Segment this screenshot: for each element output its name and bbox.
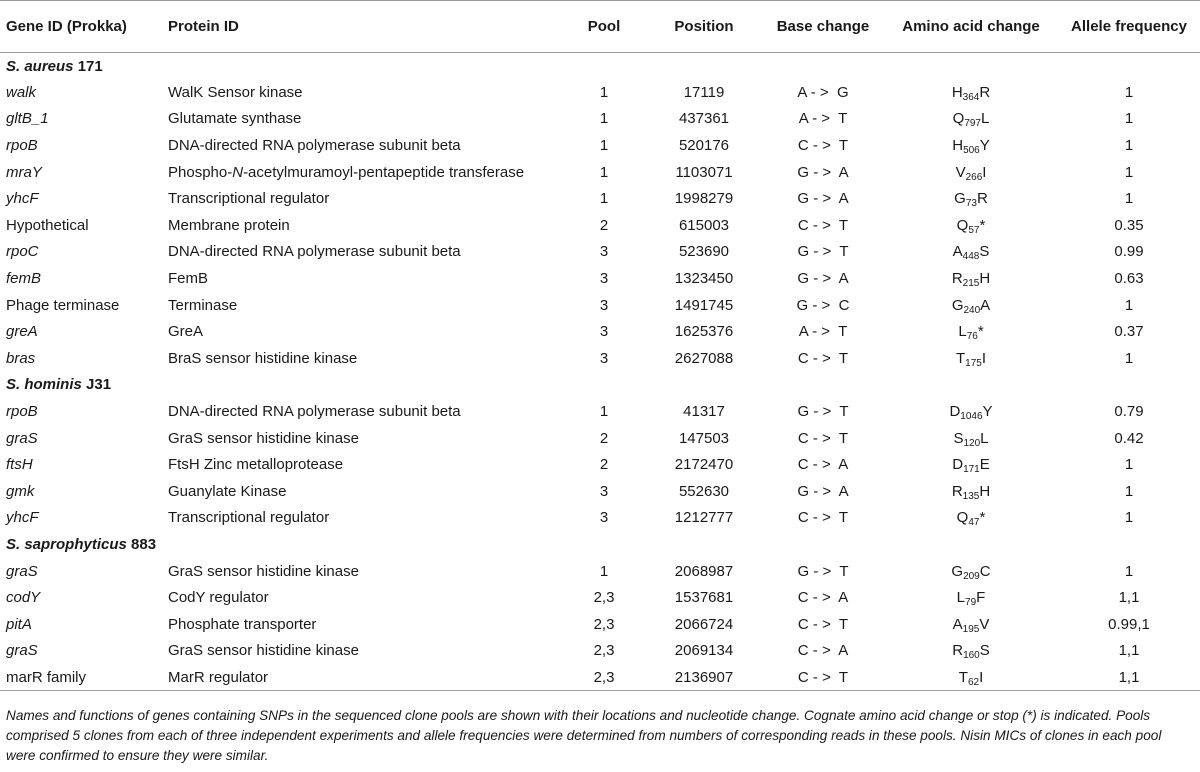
group-heading [0,53,1200,80]
allele-frequency-cell: 1,1 [1118,589,1140,607]
aa-original: Q [952,110,965,128]
header-position: Position [646,1,762,53]
position-cell: 615003 [678,216,730,234]
base-change-cell: A - > T [798,323,848,341]
strain-id: 883 [131,535,157,553]
allele-frequency-cell: 0.79 [1114,403,1144,421]
pool-cell: 2 [599,456,609,474]
table-row [0,212,1200,239]
group-heading [0,372,1200,399]
base-change-cell: C - > T [797,615,849,633]
table-row [0,159,1200,186]
base-change-cell: G - > T [797,403,849,421]
aa-position: 160 [963,650,980,662]
protein-id-cell: DNA-directed RNA polymerase subunit beta [168,403,461,421]
position-cell: 147503 [678,429,730,447]
aa-original: R [951,270,963,288]
gene-id-cell: greA [6,323,38,341]
allele-frequency-cell: 0.99 [1114,243,1144,261]
protein-id-cell: Glutamate synthase [168,110,302,128]
protein-id-cell: WalK Sensor kinase [168,83,303,101]
table-row [0,292,1200,319]
aa-position: 120 [963,437,981,449]
base-change-cell: A - > G [797,83,849,101]
gene-id-cell: mraY [6,163,42,181]
protein-id-cell: Transcriptional regulator [168,190,330,208]
amino-acid-change-cell [884,425,1058,452]
protein-text: Phospho- [168,163,233,181]
table-row [0,478,1200,505]
pool-cell: 3 [599,323,609,341]
base-change-cell: C - > T [797,137,849,155]
aa-new: L [980,429,989,447]
position-cell: 552630 [678,482,730,500]
position-cell: 1491745 [674,296,734,314]
table-row [0,79,1200,106]
base-change-cell: C - > A [797,589,849,607]
allele-frequency-cell: 1 [1124,110,1134,128]
protein-id-cell: Membrane protein [168,216,290,234]
aa-new: L [981,110,990,128]
amino-acid-change-cell [884,638,1058,665]
aa-new: Y [979,137,990,155]
aa-position: 171 [963,464,980,476]
base-change-cell: G - > A [797,190,849,208]
protein-id-cell: Terminase [168,296,238,314]
allele-frequency-cell: 0.99,1 [1108,615,1150,633]
strain-id: J31 [86,376,112,394]
table-row [0,425,1200,452]
allele-frequency-cell: 1 [1124,349,1134,367]
allele-frequency-cell: 1 [1124,296,1134,314]
pool-cell: 1 [599,190,609,208]
base-change-cell: G - > A [797,482,849,500]
protein-text: -acetylmuramoyl-pentapeptide transferase [243,163,525,181]
gene-id-cell: pitA [6,615,32,633]
amino-acid-change-cell [884,664,1058,691]
strain-id: 171 [77,57,103,75]
amino-acid-change-cell [884,106,1058,133]
aa-new: H [979,482,991,500]
aa-new: * [977,323,984,341]
position-cell: 1537681 [674,589,734,607]
aa-position: 240 [963,304,981,316]
pool-cell: 1 [599,163,609,181]
amino-acid-change-cell [884,79,1058,106]
protein-id-cell [162,159,562,186]
base-change-cell: C - > T [762,664,884,691]
gene-id-cell: Phage terminase [6,296,120,314]
aa-position: 215 [962,278,980,290]
gene-id-cell: gmk [6,482,35,500]
table-row [0,106,1200,133]
pool-cell: 2 [599,216,609,234]
pool-cell: 2,3 [593,642,615,660]
base-change-cell: C - > A [797,456,849,474]
pool-cell: 3 [599,349,609,367]
aa-new: I [979,668,984,686]
aa-position: 47 [968,517,980,529]
gene-id-cell: rpoB [6,137,38,155]
protein-id-cell: FemB [168,270,209,288]
header-protein-id: Protein ID [162,1,562,53]
position-cell: 437361 [678,110,730,128]
gene-id-cell: yhcF [6,509,39,527]
position-cell: 2066724 [674,615,734,633]
table-body [0,53,1200,691]
gene-id-cell: bras [6,349,36,367]
group-row [0,372,1200,399]
aa-original: H [952,137,964,155]
aa-position: 506 [963,145,980,157]
gene-id-cell: ftsH [6,456,33,474]
allele-frequency-cell: 1,1 [1118,642,1140,660]
pool-cell: 3 [599,482,609,500]
position-cell: 520176 [678,137,730,155]
table-row [0,664,1200,691]
allele-frequency-cell: 1 [1124,482,1134,500]
base-change-cell: C - > A [797,642,849,660]
aa-new: I [982,163,987,181]
table-row [0,318,1200,345]
pool-cell: 2,3 [562,664,646,691]
table-row [0,345,1200,372]
base-change-cell: G - > T [797,243,849,261]
pool-cell: 1 [599,137,609,155]
table-row [0,398,1200,425]
base-change-cell: C - > T [797,429,849,447]
aa-new: F [976,589,986,607]
amino-acid-change-cell [884,478,1058,505]
pool-cell: 3 [599,270,609,288]
allele-frequency-cell: 1 [1124,562,1134,580]
gene-id-cell: femB [6,270,42,288]
aa-new: C [979,562,991,580]
gene-id-cell: gltB_1 [6,110,49,128]
aa-original: D [952,456,964,474]
gene-id-cell: graS [6,429,38,447]
aa-original: L [958,323,967,341]
gene-id-cell: Hypothetical [6,216,89,234]
aa-new: A [980,296,991,314]
gene-id-cell: graS [6,642,38,660]
aa-position: 266 [965,171,983,183]
aa-new: R [976,190,988,208]
gene-id-cell: walk [6,83,37,101]
aa-original: A [952,243,963,261]
pool-cell: 1 [599,403,609,421]
table-row [0,239,1200,266]
position-cell: 2068987 [674,562,734,580]
amino-acid-change-cell [884,185,1058,212]
aa-new: Y [982,403,993,421]
aa-original: Q [956,216,969,234]
table-row [0,505,1200,532]
protein-id-cell: DNA-directed RNA polymerase subunit beta [168,137,461,155]
amino-acid-change-cell [884,132,1058,159]
table-caption: Names and functions of genes containing SNPs in the sequenced clone pools are shown with their locations and nucleotide change. Cognate amino acid change or stop (*) is indicated. Pools comprised 5 clones from each of three independent experiments and allele frequencies were determined from numbers of corresponding reads in these pools. Nisin MICs of clones in each pool were confirmed to ensure they were similar. [6,708,1162,763]
aa-original: R [951,482,963,500]
table-row [0,451,1200,478]
aa-new: * [979,509,986,527]
header-allele-frequency: Allele frequency [1058,1,1200,53]
allele-frequency-cell: 1 [1124,83,1134,101]
aa-position: 448 [962,251,980,263]
table-row [0,265,1200,292]
group-row [0,531,1200,558]
protein-id-cell: Guanylate Kinase [168,482,287,500]
amino-acid-change-cell [884,505,1058,532]
aa-new: R [979,83,991,101]
aa-new: H [979,270,991,288]
species-name: S. hominis [6,376,82,394]
aa-original: A [952,615,963,633]
position-cell: 1323450 [674,270,734,288]
aa-new: E [979,456,990,474]
pool-cell: 2,3 [593,615,615,633]
aa-original: V [955,163,966,181]
aa-position: 73 [965,198,977,210]
aa-new: S [979,243,990,261]
amino-acid-change-cell [884,558,1058,585]
amino-acid-change-cell [884,451,1058,478]
table-row [0,132,1200,159]
aa-original: G [954,190,966,208]
amino-acid-change-cell [884,159,1058,186]
protein-id-cell: FtsH Zinc metalloprotease [168,456,344,474]
allele-frequency-cell: 1 [1124,190,1134,208]
position-cell: 41317 [683,403,725,421]
table-row [0,558,1200,585]
aa-original: R [952,642,964,660]
amino-acid-change-cell [884,239,1058,266]
header-gene-id: Gene ID (Prokka) [0,1,162,53]
position-cell: 2069134 [674,642,734,660]
aa-position: 175 [965,357,982,369]
base-change-cell: A - > T [798,110,848,128]
aa-new: * [979,216,986,234]
base-change-cell: C - > T [797,509,849,527]
aa-original: D [949,403,961,421]
protein-id-cell: CodY regulator [168,589,269,607]
allele-frequency-cell: 1,1 [1058,664,1200,691]
species-name: S. saprophyticus [6,535,127,553]
amino-acid-change-cell [884,345,1058,372]
aa-original: T [955,349,966,367]
protein-id-cell: BraS sensor histidine kinase [168,349,358,367]
protein-id-cell: MarR regulator [162,664,562,691]
allele-frequency-cell: 1 [1124,163,1134,181]
protein-id-cell: GreA [168,323,204,341]
header-base-change: Base change [762,1,884,53]
base-change-cell: G - > A [797,270,849,288]
protein-id-cell: GraS sensor histidine kinase [168,429,359,447]
allele-frequency-cell: 1 [1124,456,1134,474]
aa-position: 135 [962,490,980,502]
allele-frequency-cell: 1 [1124,137,1134,155]
aa-position: 364 [962,91,980,103]
amino-acid-change-cell [884,292,1058,319]
position-cell: 2136907 [646,664,762,691]
header-row [0,1,1200,53]
aa-original: Q [956,509,969,527]
pool-cell: 3 [599,243,609,261]
aa-position: 797 [964,118,981,130]
pool-cell: 2 [599,429,609,447]
amino-acid-change-cell [884,318,1058,345]
position-cell: 17119 [683,83,725,101]
table-row [0,185,1200,212]
pool-cell: 2,3 [593,589,615,607]
protein-text-italic: N [232,163,244,181]
aa-new: S [979,642,990,660]
aa-original: G [951,296,964,314]
protein-id-cell: GraS sensor histidine kinase [168,642,359,660]
aa-original: S [953,429,964,447]
aa-position: 57 [968,224,980,236]
gene-id-cell: graS [6,562,38,580]
base-change-cell: C - > T [797,216,849,234]
protein-id-cell: Phosphate transporter [168,615,317,633]
gene-id-cell: rpoC [6,243,39,261]
protein-id-cell: DNA-directed RNA polymerase subunit beta [168,243,461,261]
aa-position: 76 [966,331,978,343]
position-cell: 2172470 [674,456,734,474]
aa-new: V [979,615,990,633]
position-cell: 1625376 [674,323,734,341]
allele-frequency-cell: 0.63 [1114,270,1144,288]
base-change-cell: G - > T [797,562,849,580]
table-header [0,1,1200,53]
group-heading [0,531,1200,558]
pool-cell: 3 [599,509,609,527]
aa-position: 209 [963,570,980,582]
pool-cell: 1 [599,562,609,580]
pool-cell: 3 [599,296,609,314]
pool-cell: 1 [599,83,609,101]
allele-frequency-cell: 0.37 [1114,323,1144,341]
gene-id-cell: marR family [0,664,162,691]
gene-id-cell: yhcF [6,190,39,208]
amino-acid-change-cell [884,398,1058,425]
position-cell: 1103071 [675,163,733,181]
table-row [0,638,1200,665]
aa-position: 79 [965,597,977,609]
header-amino-acid-change: Amino acid change [884,1,1058,53]
amino-acid-change-cell [884,611,1058,638]
aa-original: T [958,668,968,686]
aa-original: H [951,83,963,101]
aa-position: 1046 [960,411,983,423]
group-row [0,53,1200,80]
header-pool: Pool [562,1,646,53]
position-cell: 523690 [678,243,730,261]
allele-frequency-cell: 1 [1124,509,1134,527]
base-change-cell: C - > T [797,349,849,367]
aa-original: G [951,562,964,580]
position-cell: 2627088 [674,349,734,367]
gene-id-cell: rpoB [6,403,38,421]
allele-frequency-cell: 0.35 [1114,216,1144,234]
aa-new: I [981,349,987,367]
allele-frequency-cell: 0.42 [1114,429,1144,447]
pool-cell: 1 [599,110,609,128]
gene-id-cell: codY [6,589,41,607]
amino-acid-change-cell [884,265,1058,292]
protein-id-cell: GraS sensor histidine kinase [168,562,359,580]
position-cell: 1998279 [674,190,734,208]
aa-original: L [956,589,966,607]
amino-acid-change-cell [884,212,1058,239]
base-change-cell: G - > A [797,163,849,181]
base-change-cell: G - > C [796,296,850,314]
aa-position: 195 [962,623,980,635]
table-row [0,611,1200,638]
aa-position: 62 [967,676,980,688]
species-name: S. aureus [6,57,74,75]
table-row [0,584,1200,611]
protein-id-cell: Transcriptional regulator [168,509,330,527]
position-cell: 1212777 [674,509,734,527]
amino-acid-change-cell [884,584,1058,611]
